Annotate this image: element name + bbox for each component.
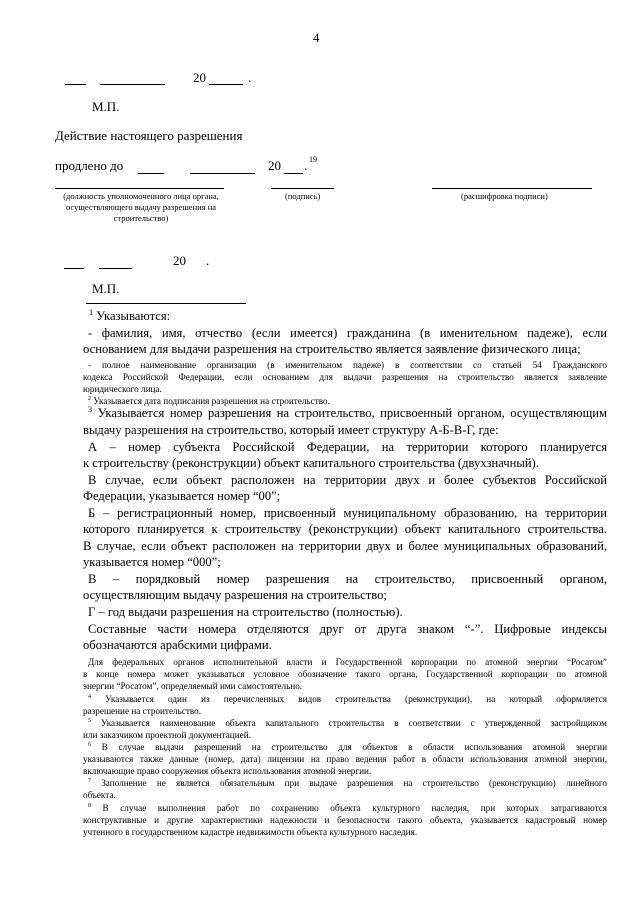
ext-month-line xyxy=(190,173,255,174)
footnote-separator xyxy=(86,303,246,304)
rosatom-note-line: в конце номера может указываться условное обозначение такого органа, Государственной корпорации по атомной xyxy=(83,669,607,679)
footnote-7-line: $^7$ Заполнение не является обязательным при выдаче разрешения на строительство (реконструкцию) линейного xyxy=(88,777,608,788)
signature-caption: (подпись) xyxy=(285,191,321,201)
page-number: 4 xyxy=(313,30,320,45)
footnote-3-line: В случае, если объект расположен на территории двух и более субъектов Российской xyxy=(88,473,607,487)
footnote-3-line: выдачу разрешения на строительство, который имеет структуру А-Б-В-Г, где: xyxy=(83,423,499,437)
decoding-caption: (расшифровка подписи) xyxy=(461,191,548,201)
position-line xyxy=(55,188,224,189)
footnote-3-line: Г – год выдачи разрешения на строительство (полностью). xyxy=(88,605,403,619)
footnote-5-line: или заказчиком проектной документацией. xyxy=(83,730,251,740)
year-prefix-2: 20 xyxy=(173,253,186,268)
footnote-3-line: Б – регистрационный номер, присвоенный муниципальному образованию, на территории xyxy=(88,506,607,520)
footnote-3-line: $^3$ Указывается номер разрешения на строительство, присвоенный органом, осуществляющим xyxy=(88,404,607,420)
day-line-2 xyxy=(64,268,84,269)
footnote-3-line: указывается номер “000”; xyxy=(83,555,221,569)
footnote-4-line: $^4$ Указывается один из перечисленных видов строительства (реконструкции), на который оформляется xyxy=(88,693,608,704)
footnote-1-title: $^1$ Указываются: xyxy=(89,307,171,323)
footnote-1-line: юридического лица. xyxy=(83,384,162,394)
ext-year-prefix: 20 xyxy=(268,158,281,173)
day-line xyxy=(65,84,86,85)
footnote-3-line: которого планируется к строительству (реконструкции) объект капитального строительства. xyxy=(83,522,607,536)
footnote-2: $^2$ Указывается дата подписания разрешения на строительство. xyxy=(88,395,330,406)
date-period-2: . xyxy=(206,253,210,268)
ext-suffix: . xyxy=(304,158,308,173)
footnote-1-line: - фамилия, имя, отчество (если имеется) гражданина (в именительном падеже), если xyxy=(88,326,607,340)
footnote-1-line: кодекса Российской Федерации, если основанием для выдачи разрешения на строительство является заявление xyxy=(83,372,607,382)
footnote-3-line: А – номер субъекта Российской Федерации, на территории которого планируется xyxy=(88,440,607,454)
footnote-6-line: указываются также данные (номер, дата) лицензии на право ведения работ в области использования атомной энергии, xyxy=(83,754,607,764)
footnote-3-line: Составные части номера отделяются друг от друга знаком “-”. Цифровые индексы xyxy=(88,622,607,636)
footnote-6-line: включающие право сооружения объекта использования атомной энергии. xyxy=(83,766,372,776)
ext-year-line xyxy=(284,173,303,174)
footnote-8-line: учтенного в государственном кадастре недвижимости объекта культурного наследия. xyxy=(83,827,418,837)
footnote-4-line: разрешение на строительство. xyxy=(83,706,202,716)
footnote-8-line: $^8$ В случае выполнения работ по сохранению объекта культурного наследия, при которых затрагиваются xyxy=(88,802,608,813)
seal-mark-2: М.П. xyxy=(92,281,120,296)
ext-day-line xyxy=(138,173,164,174)
month-line-2 xyxy=(99,268,132,269)
footnote-3-line: к строительству (реконструкции) объект капитального строительства (двухзначный). xyxy=(83,456,539,470)
footnote-7-line: объекта. xyxy=(83,790,116,800)
month-line xyxy=(100,84,165,85)
footnote-5-line: $^5$ Указывается наименование объекта капитального строительства в соответствии с утвержденной застройщиком xyxy=(88,717,607,728)
position-caption: (должность уполномоченного лица органа, осуществляющего выдачу разрешения на строительство) xyxy=(63,191,219,223)
signature-line xyxy=(271,188,334,189)
footnote-8-line: конструктивные и другие характеристики надежности и безопасности такого объекта, указывается кадастровый номер xyxy=(83,815,607,825)
footnote-1-line: - полное наименование организации (в именительном падеже) в соответствии со статьей 54 Гражданского xyxy=(88,360,607,370)
decoding-line xyxy=(432,188,592,189)
footnote-6-line: $^6$ В случае выдачи разрешений на строительство для объектов в области использования атомной энергии xyxy=(88,741,607,752)
extension-heading: Действие настоящего разрешения xyxy=(55,128,243,143)
footnote-3-line: осуществляющим выдачу разрешения на строительство; xyxy=(83,588,387,602)
footnote-1-line: основанием для выдачи разрешения на строительство является заявление физического лица; xyxy=(83,342,581,356)
extended-until-label: продлено до xyxy=(55,158,124,173)
year-line xyxy=(209,84,243,85)
footnote-ref-19: 19 xyxy=(309,155,317,164)
footnote-3-line: обозначаются арабскими цифрами. xyxy=(83,638,272,652)
footnote-3-line: В случае, если объект расположен на территории двух и более муниципальных образований, xyxy=(83,539,607,553)
rosatom-note-line: Для федеральных органов исполнительной власти и Государственной корпорации по атомной энергии “Росатом” xyxy=(88,657,607,667)
footnote-3-line: В – порядковый номер разрешения на строительство, присвоенный органом, xyxy=(88,572,607,586)
date-period: . xyxy=(248,70,252,85)
year-prefix: 20 xyxy=(193,70,206,85)
footnote-3-line: Федерации, указывается номер “00”; xyxy=(83,489,281,503)
rosatom-note-line: энергии “Росатом”, определяемый ими самостоятельно. xyxy=(83,681,303,691)
seal-mark: М.П. xyxy=(92,99,120,114)
